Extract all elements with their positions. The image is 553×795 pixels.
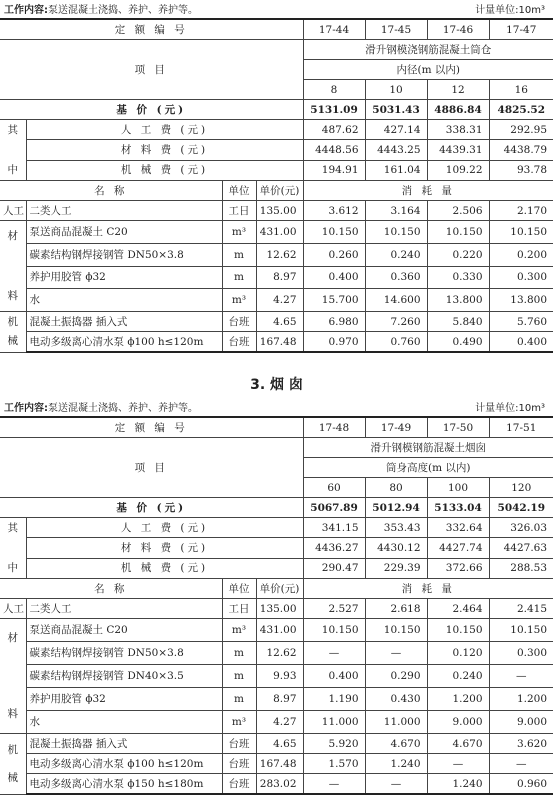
- consume-value: 0.960: [489, 774, 553, 795]
- consume-value: 1.200: [427, 688, 489, 711]
- consume-value: 14.600: [365, 289, 427, 312]
- quota-no-label: 定 额 编 号: [0, 19, 303, 40]
- param-cell: 10: [365, 80, 427, 100]
- resource-unit: m: [222, 266, 256, 289]
- fee-value: 341.15: [303, 518, 365, 538]
- code-cell: 17-45: [365, 19, 427, 40]
- consume-value: 0.200: [489, 243, 553, 266]
- param-cell: 120: [489, 478, 553, 498]
- consume-value: 9.000: [427, 711, 489, 734]
- fee-value: 288.53: [489, 558, 553, 578]
- fee-value: 194.91: [303, 160, 365, 180]
- consume-value: 13.800: [489, 289, 553, 312]
- resource-unit: 台班: [222, 754, 256, 774]
- fee-value: 4436.27: [303, 538, 365, 558]
- fee-name: 材 料 费 (元): [26, 538, 303, 558]
- consume-value: 1.570: [303, 754, 365, 774]
- consume-value: 0.240: [427, 665, 489, 688]
- consume-value: 2.527: [303, 599, 365, 619]
- fee-value: 161.04: [365, 160, 427, 180]
- fee-value: 372.66: [427, 558, 489, 578]
- consume-value: —: [427, 754, 489, 774]
- consume-value: 1.190: [303, 688, 365, 711]
- fee-name: 材 料 费 (元): [26, 140, 303, 160]
- base-price-label: 基 价 (元): [0, 498, 303, 518]
- machine-category: 机 械: [0, 734, 26, 795]
- consume-value: 0.400: [303, 665, 365, 688]
- consume-value: 7.260: [365, 312, 427, 332]
- resource-name: 二类人工: [26, 599, 222, 619]
- section-title: 3. 烟 囱: [250, 377, 303, 393]
- consume-value: 13.800: [427, 289, 489, 312]
- consume-value: 10.150: [365, 619, 427, 642]
- labor-category: 人工: [0, 599, 26, 619]
- consume-value: 2.464: [427, 599, 489, 619]
- resource-name: 水: [26, 711, 222, 734]
- resource-name: 电动多级离心清水泵 ϕ100 h≤120m: [26, 332, 222, 353]
- consume-value: 10.150: [489, 619, 553, 642]
- consume-value: 3.164: [365, 201, 427, 221]
- resource-unit: m³: [222, 289, 256, 312]
- col-price-header: 单价(元): [256, 579, 303, 599]
- consume-value: 11.000: [365, 711, 427, 734]
- fee-value: 427.14: [365, 120, 427, 140]
- param-cell: 16: [489, 80, 553, 100]
- sub-title: 内径(m 以内): [303, 60, 553, 80]
- fee-value: 338.31: [427, 120, 489, 140]
- resource-name: 碳素结构钢焊接钢管 DN40×3.5: [26, 665, 222, 688]
- code-cell: 17-47: [489, 19, 553, 40]
- consume-value: 5.840: [427, 312, 489, 332]
- resource-unit: 工日: [222, 201, 256, 221]
- work-content: 工作内容:泵送混凝土浇捣、养护、养护等。: [4, 403, 198, 414]
- section-silo: [0, 4, 553, 353]
- base-price-label: 基 价 (元): [0, 100, 303, 120]
- resource-unit: 台班: [222, 312, 256, 332]
- resource-unit: m³: [222, 711, 256, 734]
- fee-value: 292.95: [489, 120, 553, 140]
- fee-name: 机 械 费 (元): [26, 160, 303, 180]
- base-price: 5131.09: [303, 100, 365, 120]
- fee-value: 353.43: [365, 518, 427, 538]
- fee-value: 109.22: [427, 160, 489, 180]
- fee-value: 4438.79: [489, 140, 553, 160]
- consume-value: 0.490: [427, 332, 489, 353]
- section-header: [0, 402, 553, 416]
- consume-value: 0.360: [365, 266, 427, 289]
- resource-price: 167.48: [256, 754, 303, 774]
- fee-value: 4427.63: [489, 538, 553, 558]
- material-category: 材 料: [0, 221, 26, 312]
- resource-name: 养护用胶管 ϕ32: [26, 688, 222, 711]
- consume-value: —: [365, 642, 427, 665]
- consume-value: 0.240: [365, 243, 427, 266]
- consume-value: 0.330: [427, 266, 489, 289]
- consume-value: 9.000: [489, 711, 553, 734]
- consume-value: 5.920: [303, 734, 365, 754]
- item-label: 项 目: [0, 40, 303, 100]
- consume-value: 10.150: [303, 619, 365, 642]
- code-cell: 17-48: [303, 417, 365, 438]
- col-consume-header: 消 耗 量: [303, 181, 553, 201]
- resource-price: 283.02: [256, 774, 303, 795]
- base-price: 5042.19: [489, 498, 553, 518]
- code-cell: 17-46: [427, 19, 489, 40]
- consume-value: 0.400: [489, 332, 553, 353]
- base-price: 5067.89: [303, 498, 365, 518]
- fee-value: 4448.56: [303, 140, 365, 160]
- measure-unit: 计量单位:10m³: [475, 403, 545, 414]
- quota-no-label: 定 额 编 号: [0, 417, 303, 438]
- consume-value: 15.700: [303, 289, 365, 312]
- group-title: 滑升钢模钢筋混凝土烟囱: [303, 438, 553, 458]
- fee-name: 人 工 费 (元): [26, 518, 303, 538]
- resource-unit: m: [222, 243, 256, 266]
- resource-unit: 台班: [222, 734, 256, 754]
- material-category: 材 料: [0, 619, 26, 734]
- base-price: 5012.94: [365, 498, 427, 518]
- resource-price: 9.93: [256, 665, 303, 688]
- fee-name: 机 械 费 (元): [26, 558, 303, 578]
- resource-price: 8.97: [256, 266, 303, 289]
- resource-price: 431.00: [256, 619, 303, 642]
- consume-value: 2.618: [365, 599, 427, 619]
- resource-unit: m: [222, 642, 256, 665]
- resource-price: 4.65: [256, 734, 303, 754]
- consume-value: 10.150: [427, 221, 489, 244]
- consume-value: —: [303, 774, 365, 795]
- consume-value: —: [365, 774, 427, 795]
- base-price: 4886.84: [427, 100, 489, 120]
- resource-name: 混凝土振捣器 插入式: [26, 734, 222, 754]
- consume-value: 6.980: [303, 312, 365, 332]
- resource-price: 8.97: [256, 688, 303, 711]
- resource-name: 电动多级离心清水泵 ϕ150 h≤180m: [26, 774, 222, 795]
- consume-value: 0.970: [303, 332, 365, 353]
- resource-unit: 台班: [222, 774, 256, 795]
- fee-value: 4443.25: [365, 140, 427, 160]
- fee-value: 290.47: [303, 558, 365, 578]
- resource-unit: m: [222, 688, 256, 711]
- resource-price: 12.62: [256, 243, 303, 266]
- consume-value: 0.300: [489, 642, 553, 665]
- section-chimney: [0, 402, 553, 795]
- consume-value: 2.506: [427, 201, 489, 221]
- col-name-header: 名 称: [0, 579, 222, 599]
- fee-value: 332.64: [427, 518, 489, 538]
- fee-category: 其 中: [0, 518, 26, 579]
- col-unit-header: 单位: [222, 579, 256, 599]
- fee-value: 4439.31: [427, 140, 489, 160]
- quota-table: [0, 18, 553, 353]
- consume-value: 10.150: [303, 221, 365, 244]
- fee-name: 人 工 费 (元): [26, 120, 303, 140]
- machine-category: 机 械: [0, 312, 26, 353]
- param-cell: 100: [427, 478, 489, 498]
- sub-title: 筒身高度(m 以内): [303, 458, 553, 478]
- consume-value: 0.120: [427, 642, 489, 665]
- consume-value: 0.400: [303, 266, 365, 289]
- base-price: 5031.43: [365, 100, 427, 120]
- consume-value: —: [489, 754, 553, 774]
- measure-unit: 计量单位:10m³: [475, 5, 545, 16]
- code-cell: 17-50: [427, 417, 489, 438]
- resource-price: 135.00: [256, 599, 303, 619]
- param-cell: 12: [427, 80, 489, 100]
- fee-value: 93.78: [489, 160, 553, 180]
- param-cell: 60: [303, 478, 365, 498]
- col-consume-header: 消 耗 量: [303, 579, 553, 599]
- fee-category: 其 中: [0, 120, 26, 181]
- code-cell: 17-44: [303, 19, 365, 40]
- resource-unit: 工日: [222, 599, 256, 619]
- consume-value: 3.612: [303, 201, 365, 221]
- fee-value: 229.39: [365, 558, 427, 578]
- consume-value: 10.150: [427, 619, 489, 642]
- consume-value: 4.670: [427, 734, 489, 754]
- resource-unit: m³: [222, 221, 256, 244]
- col-unit-header: 单位: [222, 181, 256, 201]
- consume-value: 11.000: [303, 711, 365, 734]
- resource-price: 4.27: [256, 289, 303, 312]
- consume-value: —: [489, 665, 553, 688]
- resource-name: 混凝土振捣器 插入式: [26, 312, 222, 332]
- consume-value: 0.220: [427, 243, 489, 266]
- consume-value: 10.150: [489, 221, 553, 244]
- resource-price: 135.00: [256, 201, 303, 221]
- fee-value: 4430.12: [365, 538, 427, 558]
- col-name-header: 名 称: [0, 181, 222, 201]
- resource-name: 碳素结构钢焊接钢管 DN50×3.8: [26, 243, 222, 266]
- consume-value: 0.760: [365, 332, 427, 353]
- consume-value: 10.150: [365, 221, 427, 244]
- col-price-header: 单价(元): [256, 181, 303, 201]
- resource-price: 167.48: [256, 332, 303, 353]
- resource-price: 4.65: [256, 312, 303, 332]
- work-content: 工作内容:泵送混凝土浇捣、养护、养护等。: [4, 5, 198, 16]
- resource-unit: m: [222, 665, 256, 688]
- resource-unit: m³: [222, 619, 256, 642]
- resource-price: 12.62: [256, 642, 303, 665]
- resource-name: 二类人工: [26, 201, 222, 221]
- consume-value: —: [303, 642, 365, 665]
- consume-value: 4.670: [365, 734, 427, 754]
- consume-value: 0.290: [365, 665, 427, 688]
- consume-value: 0.300: [489, 266, 553, 289]
- resource-unit: 台班: [222, 332, 256, 353]
- resource-name: 碳素结构钢焊接钢管 DN50×3.8: [26, 642, 222, 665]
- resource-name: 养护用胶管 ϕ32: [26, 266, 222, 289]
- resource-price: 4.27: [256, 711, 303, 734]
- consume-value: 1.240: [365, 754, 427, 774]
- consume-value: 3.620: [489, 734, 553, 754]
- fee-value: 4427.74: [427, 538, 489, 558]
- base-price: 4825.52: [489, 100, 553, 120]
- labor-category: 人工: [0, 201, 26, 221]
- code-cell: 17-51: [489, 417, 553, 438]
- resource-name: 泵送商品混凝土 C20: [26, 619, 222, 642]
- resource-name: 水: [26, 289, 222, 312]
- resource-name: 电动多级离心清水泵 ϕ100 h≤120m: [26, 754, 222, 774]
- fee-value: 326.03: [489, 518, 553, 538]
- consume-value: 2.415: [489, 599, 553, 619]
- param-cell: 8: [303, 80, 365, 100]
- consume-value: 5.760: [489, 312, 553, 332]
- fee-value: 487.62: [303, 120, 365, 140]
- code-cell: 17-49: [365, 417, 427, 438]
- resource-name: 泵送商品混凝土 C20: [26, 221, 222, 244]
- consume-value: 2.170: [489, 201, 553, 221]
- section-header: [0, 4, 553, 18]
- consume-value: 0.430: [365, 688, 427, 711]
- consume-value: 1.200: [489, 688, 553, 711]
- consume-value: 0.260: [303, 243, 365, 266]
- param-cell: 80: [365, 478, 427, 498]
- quota-table: [0, 416, 553, 795]
- base-price: 5133.04: [427, 498, 489, 518]
- group-title: 滑升钢模浇钢筋混凝土筒仓: [303, 40, 553, 60]
- consume-value: 1.240: [427, 774, 489, 795]
- item-label: 项 目: [0, 438, 303, 498]
- resource-price: 431.00: [256, 221, 303, 244]
